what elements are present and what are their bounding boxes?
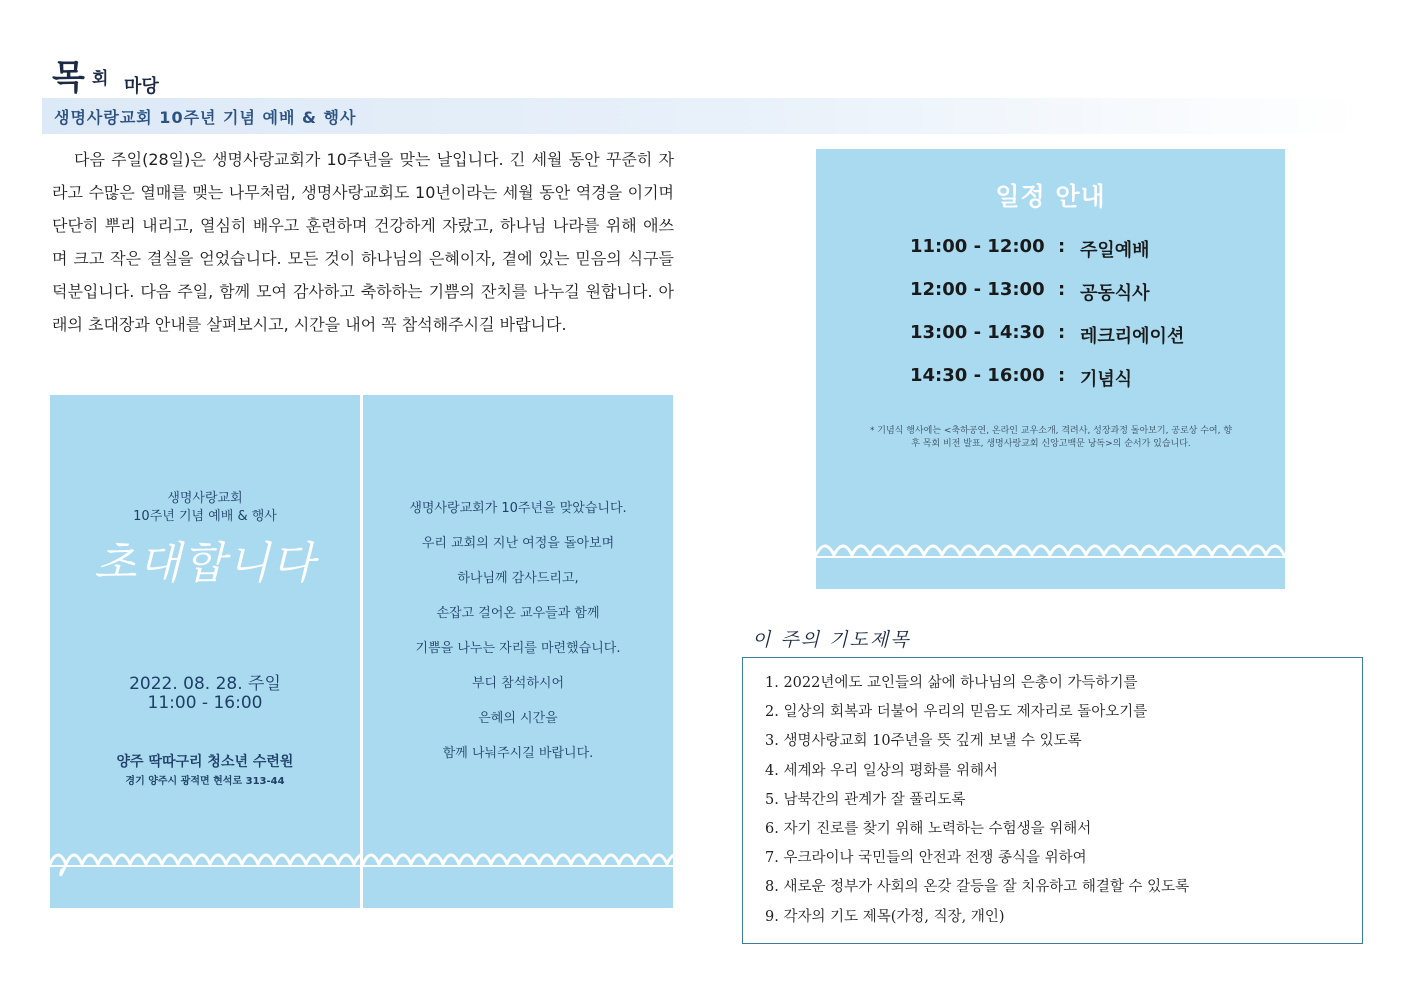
schedule-separator: : <box>1058 279 1066 300</box>
schedule-time: 13:00 - 14:30 <box>910 322 1045 343</box>
schedule-time: 12:00 - 13:00 <box>910 279 1045 300</box>
schedule-separator: : <box>1058 236 1066 257</box>
prayer-item: 6. 자기 진로를 찾기 위해 노력하는 수험생을 위해서 <box>765 820 1092 837</box>
invitation-headline: 초대합니다 <box>93 538 317 589</box>
schedule-name: 주일예배 <box>1080 240 1150 261</box>
message-line: 생명사랑교회가 10주년을 맞았습니다. <box>409 501 627 516</box>
schedule-time: 11:00 - 12:00 <box>910 236 1045 257</box>
prayer-item: 4. 세계와 우리 일상의 평화를 위해서 <box>765 762 998 779</box>
message-line: 함께 나눠주시길 바랍니다. <box>442 746 594 761</box>
loop-border-decoration <box>816 531 1285 571</box>
invitation-date: 2022. 08. 28. 주일 <box>129 674 281 694</box>
message-line: 기쁨을 나누는 자리를 마련했습니다. <box>415 641 621 656</box>
masthead-mid: 회 <box>92 69 109 89</box>
prayer-item: 5. 남북간의 관계가 잘 풀리도록 <box>765 791 966 808</box>
schedule-separator: : <box>1058 322 1066 343</box>
invitation-place: 양주 딱따구리 청소년 수련원 <box>116 754 294 770</box>
section-title-bar <box>42 98 1362 134</box>
masthead-tail: 마당 <box>124 76 159 97</box>
schedule-card <box>816 149 1285 589</box>
prayer-item: 8. 새로운 정부가 사회의 온갖 갈등을 잘 치유하고 해결할 수 있도록 <box>765 879 1190 896</box>
loop-border-decoration <box>363 840 673 880</box>
section-title: 생명사랑교회 10주년 기념 예배 & 행사 <box>54 108 357 127</box>
message-line: 은혜의 시간을 <box>478 711 558 726</box>
masthead-logo <box>52 50 252 100</box>
message-line: 하나님께 감사드리고, <box>457 571 579 586</box>
prayer-item: 2. 일상의 회복과 더불어 우리의 믿음도 제자리로 돌아오기를 <box>765 704 1148 721</box>
invitation-address: 경기 양주시 광적면 현석로 313-44 <box>125 776 285 787</box>
invitation-church: 생명사랑교회 <box>167 491 243 506</box>
prayer-item: 3. 생명사랑교회 10주년을 뜻 깊게 보낼 수 있도록 <box>765 733 1082 750</box>
schedule-separator: : <box>1058 365 1066 386</box>
intro-paragraph: 다음 주일(28일)은 생명사랑교회가 10주년을 맞는 날입니다. 긴 세월 동안 꾸준히 자라고 수많은 열매를 맺는 나무처럼, 생명사랑교회도 10년이라는 세월 동안 역경을 이기며 단단히 뿌리 내리고, 열심히 배우고 훈련하며 건강하게 자랐고, 하나님 나라를 위해 애쓰며 크고 작은 결실을 얻었습니다. 모든 것이 하나님의 은혜이자, 곁에 있는 믿음의 식구들 덕분입니다. 다음 주일, 함께 모여 감사하고 축하하는 기쁨의 잔치를 나누길 원합니다. 아래의 초대장과 안내를 살펴보시고, 시간을 내어 꼭 참석해주시길 바랍니다. <box>52 150 674 334</box>
schedule-name: 공동식사 <box>1080 283 1150 304</box>
prayer-item: 7. 우크라이나 국민들의 안전과 전쟁 종식을 위하여 <box>765 850 1087 867</box>
prayer-item: 1. 2022년에도 교인들의 삶에 하나님의 은총이 가득하기를 <box>765 675 1138 691</box>
schedule-title: 일정 안내 <box>995 182 1106 211</box>
invitation-card <box>50 395 360 908</box>
prayer-item: 9. 각자의 기도 제목(가정, 직장, 개인) <box>765 908 1005 925</box>
masthead-big: 목 <box>52 58 83 98</box>
message-card <box>363 395 673 908</box>
message-line: 부디 참석하시어 <box>471 676 565 691</box>
prayer-list <box>765 671 1189 934</box>
prayer-box <box>742 657 1363 944</box>
prayer-heading: 이 주의 기도제목 <box>752 629 911 651</box>
invitation-time: 11:00 - 16:00 <box>147 693 263 713</box>
message-line: 손잡고 걸어온 교우들과 함께 <box>436 606 600 621</box>
invitation-event: 10주년 기념 예배 & 행사 <box>133 509 277 524</box>
schedule-name: 레크리에이션 <box>1080 326 1185 347</box>
schedule-note: * 기념식 행사에는 <축하공연, 온라인 교우소개, 격려사, 성장과정 돌아보기, 공로상 수여, 향후 목회 비전 발표, 생명사랑교회 신앙고백문 낭독>의 순서가 있습니다. <box>869 426 1233 449</box>
schedule-name: 기념식 <box>1080 369 1133 390</box>
message-line: 우리 교회의 지난 여정을 돌아보며 <box>421 536 615 551</box>
loop-border-decoration <box>50 840 360 880</box>
schedule-time: 14:30 - 16:00 <box>910 365 1045 386</box>
